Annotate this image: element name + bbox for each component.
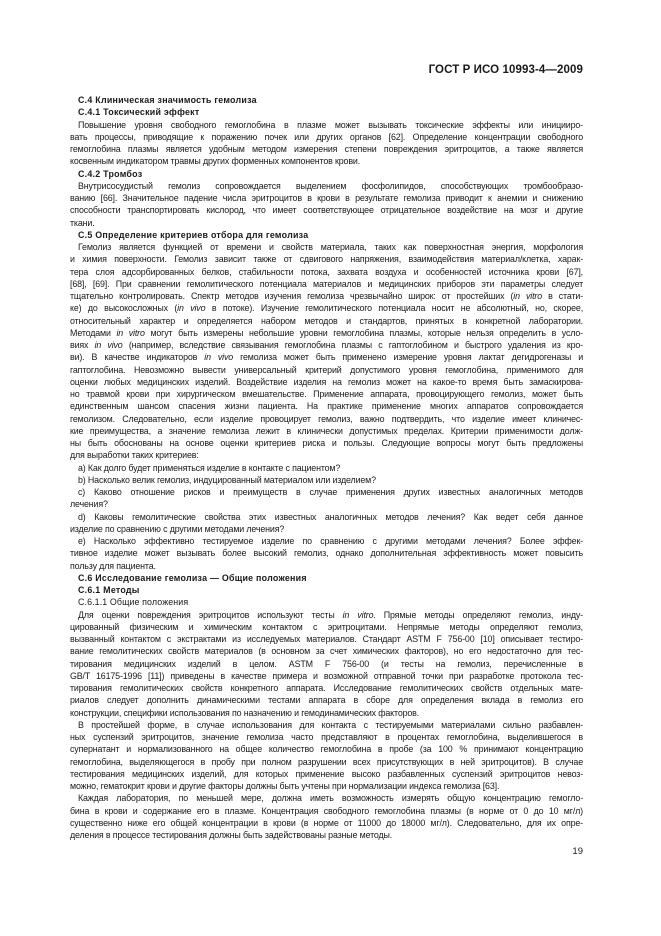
paragraph (70, 119, 583, 168)
text-line: Внутрисосудистый гемолиз сопровождается выделением фосфолипидов, способствующих тромбообразо- (78, 180, 583, 191)
text-line: Гемолиз является функцией от времени и свойств материала, таких как поверхностная энергия, морфология (78, 242, 583, 252)
text-line: деления в процессе тестирования должны быть задействованы разные методы. (70, 830, 393, 840)
section-heading (70, 596, 583, 608)
text-line: d) Каковы гемолитические свойства этих известных аналогичных методов лечения? Как ведет себя данное (78, 511, 583, 522)
text-line: гаптоглобина. Невозможно вывести универсальный критерий допустимого уровня гемоглобина, применимого для (70, 364, 583, 375)
text-line: С.6.1 Методы (78, 585, 140, 595)
paragraph (70, 474, 583, 486)
text-line: С.5 Определение критериев отбора для гемолиза (78, 229, 309, 240)
text-line: тирования гемолитических свойств конкретного аппарата. Исследование гемолитических свойств отдельных мате- (70, 683, 583, 693)
section-heading (70, 106, 583, 118)
text-line: относительный характер и определяется набором методов и стандартов, принятых в конкретной лаборатории. (70, 315, 583, 326)
text-line: способности транспортировать кислород, что имеет соответствующее отрицательное воздействие на мозг и другие (70, 205, 583, 216)
text-line: ви). В качестве индикаторов in vivo гемолиза может быть применено измерение уровня лактат дегидрогеназы и (70, 352, 583, 363)
text-line: тера слоя адсорбированных белков, стабильности потока, захвата воздуха и особенностей источника крови [67], (70, 266, 583, 277)
text-line: ке) до высокосложных (in vivo в потоке). Изучение гемолитического потенциала носит не абсолютный, но, скорее, (70, 303, 584, 314)
text-line: и химия поверхности. Гемолиз зависит также от сдвигового напряжения, взаимодействия материал/клетка, харак- (70, 254, 583, 265)
paragraph (70, 609, 583, 719)
text-line: ванию [66]. Значительное падение числа эритроцитов в крови в результате гемолиза приводит к анемии и снижению (70, 193, 583, 203)
text-line: для выработки таких критериев: (70, 450, 199, 461)
paragraph (70, 511, 583, 536)
text-line: Методами in vitro могут быть измерены небольшие уровни гемоглобина плазмы, которые нельзя определить в усло- (70, 327, 583, 338)
text-line: Для оценки повреждения эритроцитов используют тесты in vitro. Прямые методы определяют гемолиз, инду- (78, 609, 583, 620)
text-line: ных суспензий эритроцитов, значение гемолиза часто представляют в процентах гемоглобина, выделившегося в (70, 732, 583, 742)
text-line: бина в крови и содержание его в плазме. Концентрация свободного гемоглобина плазмы (в норме от 0 до 10 мг/л) (70, 805, 583, 816)
section-heading (70, 229, 583, 241)
text-line: e) Насколько эффективно тестируемое изделие по сравнению с другими методами лечения? Более эффек- (78, 536, 583, 546)
text-line: тестирования медицинских изделий, для которых применение высоко разбавленных суспензий эритроцитов невоз- (70, 768, 583, 779)
text-line: гемолизом. Следовательно, если изделие провоцирует гемолиз, важно подтвердить, что изделие имеет клиничес- (70, 413, 583, 424)
text-line: GB/T 16175-1996 [11]) приведены в качестве примера и возможной отправной точки при разработке протокола тес- (70, 670, 583, 681)
text-line: гемоглобина плазмы является удобным методом измерения степени повреждения эритроцитов, а также является (70, 144, 583, 154)
section-heading (70, 584, 583, 596)
text-line: супернатант и нормализованного на общее количество гемоглобина в пробе (за 100 % принимают концентрацию (70, 744, 583, 755)
text-line: вызванный контактом с экстрактами из исследуемых материалов. Стандарт ASTM F 756-00 [10] описывает тестиро- (70, 634, 583, 644)
text-line: a) Как долго будет применяться изделие в контакте с пациентом? (78, 462, 341, 473)
paragraph (70, 486, 583, 511)
text-line: лечения? (70, 499, 108, 510)
text-line: ткани. (70, 217, 95, 228)
text-line: С.6.1.1 Общие положения (78, 597, 189, 608)
text-line: гемоглобина, выделяющегося в пробу при полном разрушении всех присутствующих в ней эритроцитов). В случае (70, 756, 583, 767)
text-line: косвенным индикатором травмы других форменных компонентов крови. (70, 156, 361, 167)
text-line: ны быть обоснованы на основе оценки критериев риска и пользы. Следующие вопросы могут быть предложены (70, 438, 583, 448)
paragraph (70, 719, 583, 793)
text-line: В простейшей форме, в случае использования для контакта с тестируемыми материалами сильно разбавлен- (78, 719, 583, 730)
text-line: единственным шансом спасения жизни пациента. На практике применение многих аппаратов сопровождается (70, 401, 583, 412)
document-body (70, 94, 583, 841)
text-line: риалов следует дополнить динамическими тестами аппарата в сборе для определения вклада в гемолиз его (70, 695, 583, 706)
paragraph (70, 180, 583, 229)
section-heading (70, 572, 583, 584)
text-line: виях in vivo (например, вследствие связывания гемоглобина плазмы с гаптоглобином и быстрого удаления из кро- (70, 340, 583, 350)
paragraph (70, 462, 583, 474)
text-line: С.4 Клиническая значимость гемолиза (78, 95, 257, 105)
text-line: конструкции, специфики использования по назначению и гемодинамических факторов. (70, 707, 420, 718)
text-line: пользу для пациента. (70, 560, 156, 571)
text-line: тщательно контролировать. Спектр методов изучения гемолиза чрезвычайно широк: от простейших (in vitro в стати- (70, 291, 583, 301)
text-line: кие преимущества, а значение гемолиза лежит в клинически допустимых пределах. Критерии применимости долж- (70, 425, 583, 436)
section-heading (70, 94, 583, 106)
document-header-id: ГОСТ Р ИСО 10993-4—2009 (428, 64, 583, 76)
text-line: цированный физическим и химическим контактом с эритроцитами. Непрямые методы определяют гемолиз, (70, 621, 583, 632)
text-line: тивное изделие может вызывать более высокий гемолиз, однако дополнительная эффективность может повысить (70, 548, 583, 559)
text-line: С.6 Исследование гемолиза — Общие положения (78, 572, 307, 583)
text-line: [68], [69]. При сравнении гемолитического потенциала материалов и медицинских приборов эти параметры следует (70, 278, 583, 289)
text-line: изделие по сравнению с другими методами лечения? (70, 523, 285, 534)
paragraph (70, 792, 583, 841)
text-line: b) Насколько велик гемолиз, индуцированный материалом или изделием? (78, 474, 376, 485)
text-line: c) Каково отношение рисков и преимуществ в случае применения других известных аналогичных методов (78, 487, 583, 497)
text-line: существенно ниже его общей концентрации в крови (в норме от 11000 до 18000 мг/л). Следовательно, для их опре- (70, 817, 583, 828)
text-line: тирования медицинских изделий в целом. ASTM F 756-00 (и тесты на гемолиз, перечисленные в (70, 658, 583, 669)
text-line: вание гемолитических свойств материалов (в основном за счет химических факторов), но его недостаточно для тес- (70, 646, 583, 657)
text-line: С.4.1 Токсический эффект (78, 107, 200, 118)
text-line: Повышение уровня свободного гемоглобина в плазме может вызывать токсические эффекты или иницииро- (78, 119, 583, 130)
text-line: С.4.2 Тромбоз (78, 168, 143, 179)
text-line: но травмой крови при хирургическом вмешательстве. Применение аппарата, провоцирующего гемолиз, может быть (70, 389, 583, 399)
text-line: вать процессы, приводящие к поражению почек или других органов [62]. Определение концентрации свободного (70, 131, 583, 142)
page-number: 19 (572, 846, 583, 857)
paragraph (70, 241, 583, 462)
text-line: оценки любых медицинских изделий. Воздействие изделия на гемолиз может на какое-то время быть замаскирова- (70, 376, 583, 387)
text-line: можно, гематокрит крови и другие факторы должны быть учтены при нормализации индекса гемолиза [63]. (70, 781, 500, 791)
paragraph (70, 535, 583, 572)
section-heading (70, 168, 583, 180)
text-line: Каждая лаборатория, по меньшей мере, должна иметь возможность измерять общую концентрацию гемогло- (78, 793, 583, 804)
